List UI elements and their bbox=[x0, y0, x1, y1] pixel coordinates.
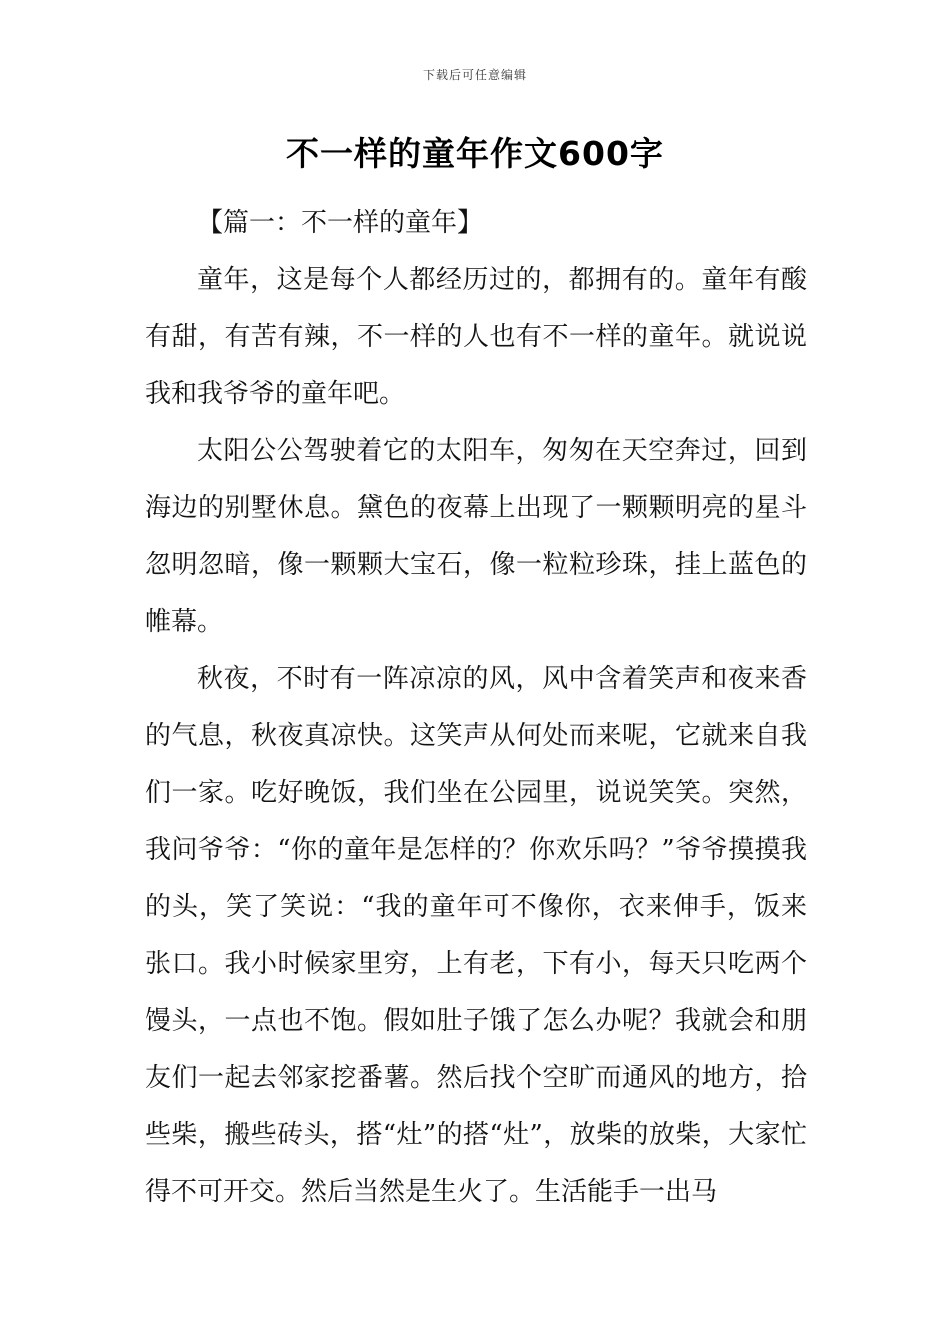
document-body bbox=[145, 195, 807, 1221]
paragraph-1: 童年，这是每个人都经历过的，都拥有的。童年有酸有甜，有苦有辣，不一样的人也有不一样的童年。就说说我和我爷爷的童年吧。 bbox=[145, 265, 807, 409]
document-title: 不一样的童年作文600字 bbox=[286, 134, 664, 173]
paragraph-2: 太阳公公驾驶着它的太阳车，匆匆在天空奔过，回到海边的别墅休息。黛色的夜幕上出现了一颗颗明亮的星斗忽明忽暗，像一颗颗大宝石，像一粒粒珍珠，挂上蓝色的帷幕。 bbox=[145, 436, 807, 637]
paragraph-3: 秋夜，不时有一阵凉凉的风，风中含着笑声和夜来香的气息，秋夜真凉快。这笑声从何处而来呢，它就来自我们一家。吃好晚饭，我们坐在公园里，说说笑笑。突然，我问爷爷：“你的童年是怎样的？你欢乐吗？”爷爷摸摸我的头，笑了笑说：“我的童年可不像你，衣来伸手，饭来张口。我小时候家里穷，上有老，下有小，每天只吃两个馒头，一点也不饱。假如肚子饿了怎么办呢？我就会和朋友们一起去邻家挖番薯。然后找个空旷而通风的地方，拾些柴，搬些砖头，搭“灶”的搭“灶”，放柴的放柴，大家忙得不可开交。然后当然是生火了。生活能手一出马 bbox=[145, 664, 807, 1207]
section-heading: 【篇一：不一样的童年】 bbox=[197, 208, 484, 238]
header-note: 下载后可任意编辑 bbox=[422, 68, 527, 82]
